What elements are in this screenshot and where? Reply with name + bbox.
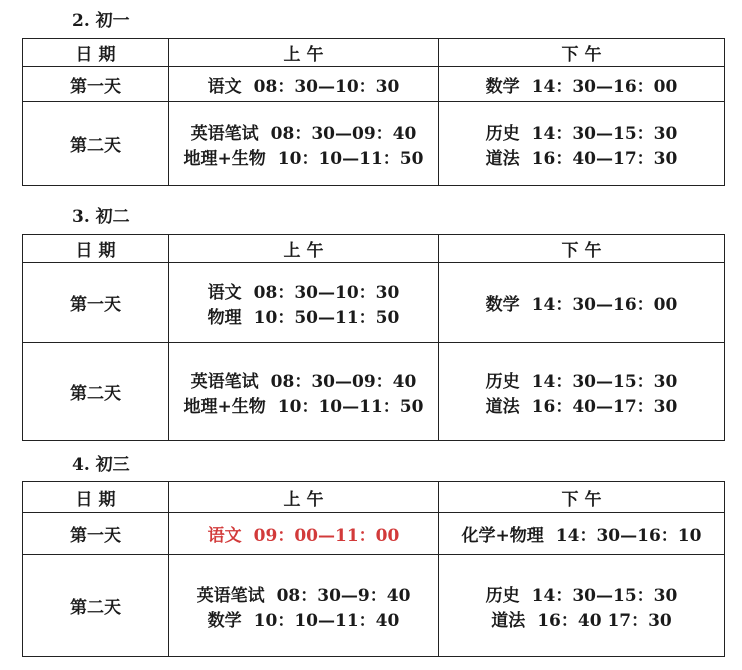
exam-time: 10：10—11：50 [277,396,424,417]
exam-subject: 历史 [485,585,520,606]
exam-entry [169,606,438,631]
exam-subject: 英语笔试 [190,371,259,392]
table-row [23,102,725,186]
exam-time: 14：30—16：00 [531,76,678,97]
table-row [23,67,725,102]
pm-cell [439,263,725,343]
exam-entry [439,521,724,546]
pm-cell [439,555,725,657]
section-title-grade9: 4. 初三 [72,455,130,475]
day-label: 第二天 [23,102,169,186]
exam-entry [169,119,438,144]
day-label: 第二天 [23,343,169,441]
exam-entry [439,392,724,417]
exam-time: 08：30—10：30 [253,76,400,97]
exam-time: 16：40 17：30 [537,610,672,631]
exam-entry [439,144,724,169]
exam-entry [439,290,724,315]
header-am: 上 午 [169,482,439,513]
table-header-row [23,235,725,263]
exam-subject: 历史 [485,371,520,392]
exam-entry [439,119,724,144]
exam-time: 14：30—15：30 [531,123,678,144]
table-row [23,343,725,441]
exam-entry-highlighted [169,521,438,546]
exam-entry [169,278,438,303]
exam-time: 08：30—10：30 [253,282,400,303]
exam-subject: 道法 [485,396,520,417]
day-label: 第一天 [23,263,169,343]
exam-subject: 地理+生物 [183,396,266,417]
header-pm: 下 午 [439,235,725,263]
exam-subject: 数学 [485,295,520,315]
exam-subject: 语文 [207,76,242,97]
am-cell [169,343,439,441]
am-cell [169,102,439,186]
exam-time: 10：10—11：50 [277,148,424,169]
schedule-table-grade7 [22,38,725,186]
pm-cell [439,102,725,186]
exam-entry [169,144,438,169]
am-cell [169,513,439,555]
exam-time: 10：10—11：40 [253,610,400,631]
exam-time: 08：30—09：40 [270,123,417,144]
schedule-table-grade9 [22,481,725,657]
pm-cell [439,513,725,555]
header-pm: 下 午 [439,39,725,67]
exam-entry [439,72,724,97]
exam-subject: 英语笔试 [190,123,259,144]
exam-entry [439,581,724,606]
table-header-row [23,482,725,513]
exam-time: 14：30—16：10 [555,526,702,546]
section-title-grade7: 2. 初一 [72,11,130,31]
exam-entry [169,581,438,606]
table-header-row [23,39,725,67]
header-am: 上 午 [169,39,439,67]
pm-cell [439,343,725,441]
exam-time: 08：30—9：40 [276,585,411,606]
header-date: 日 期 [23,235,169,263]
exam-entry [169,303,438,328]
header-pm: 下 午 [439,482,725,513]
exam-subject: 道法 [491,610,526,631]
table-row [23,263,725,343]
table-row [23,513,725,555]
exam-time: 16：40—17：30 [531,396,678,417]
exam-subject: 物理 [207,307,242,328]
exam-subject: 数学 [207,610,242,631]
schedule-table-grade8 [22,234,725,441]
exam-time: 08：30—09：40 [270,371,417,392]
exam-entry [439,606,724,631]
day-label: 第二天 [23,555,169,657]
exam-subject: 英语笔试 [196,585,265,606]
exam-entry [169,72,438,97]
exam-subject: 地理+生物 [183,148,266,169]
exam-subject: 语文 [207,526,242,546]
day-label: 第一天 [23,513,169,555]
exam-time: 14：30—15：30 [531,585,678,606]
header-am: 上 午 [169,235,439,263]
am-cell [169,555,439,657]
exam-time: 14：30—15：30 [531,371,678,392]
day-label: 第一天 [23,67,169,102]
exam-time: 10：50—11：50 [253,307,400,328]
exam-time: 14：30—16：00 [531,295,678,315]
exam-subject: 化学+物理 [461,526,544,546]
exam-subject: 道法 [485,148,520,169]
exam-subject: 数学 [485,76,520,97]
header-date: 日 期 [23,39,169,67]
exam-subject: 语文 [207,282,242,303]
exam-subject: 历史 [485,123,520,144]
section-title-grade8: 3. 初二 [72,207,130,227]
exam-time: 09：00—11：00 [253,526,400,546]
header-date: 日 期 [23,482,169,513]
exam-entry [169,392,438,417]
table-row [23,555,725,657]
am-cell [169,67,439,102]
exam-time: 16：40—17：30 [531,148,678,169]
exam-entry [439,367,724,392]
exam-entry [169,367,438,392]
am-cell [169,263,439,343]
pm-cell [439,67,725,102]
